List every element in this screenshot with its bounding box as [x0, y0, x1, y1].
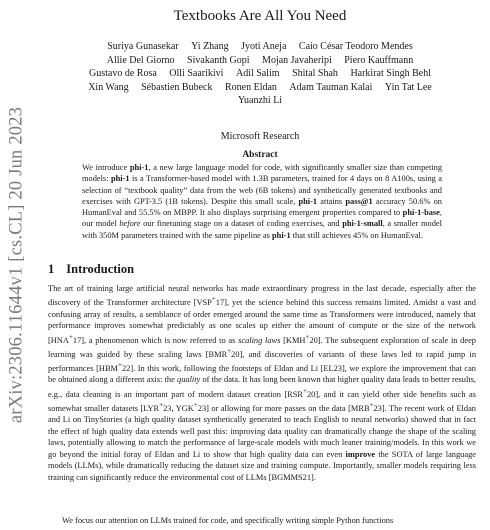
author-row: [40, 81, 480, 95]
author-name: Shital Shah: [292, 68, 338, 79]
model-name: phi-1: [272, 230, 291, 240]
metric-name: pass@1: [345, 196, 373, 206]
intro-paragraph: The art of training large artificial neural networks has made extraordinary progress in the last decade, especially after the discovery of the Transformer architecture [VSP+17], yet the science behind this success remains limited. Amidst a vast and confusing array of results, a semblance of order emerged around the same time as Transformers were introduced, namely that performance improves somewhat predictably as one scales up either the amount of compute or the size of the network [HNA+17], a phenomenon which is now referred to as scaling laws [KMH+20]. The subsequent exploration of scale in deep learning was guided by these scaling laws [BMR+20], and discoveries of variants of these laws led to rapid jump in performances [HBM+22]. In this work, following the footsteps of Eldan and Li [EL23], we explore the improvement that can be obtained along a different axis: the quality of the data. It has long been known that higher quality data leads to better results, e.g., data cleaning is an important part of modern dataset creation [RSR+20], and it can yield other side benefits such as somewhat smaller datasets [LYR+23, YGK+23] or allowing for more passes on the data [MRB+23]. The recent work of Eldan and Li on TinyStories (a high quality dataset synthetically generated to teach English to neural networks) showed that in fact the effect of high quality data extends well past this: improving data quality can dramatically change the shape of the scaling laws, potentially allowing to match the performance of large-scale models with much leaner training/models. In this work we go beyond the initial foray of Eldan and Li to show that high quality data can even improve the SOTA of large language models (LLMs), while dramatically reducing the dataset size and training compute. Importantly, smaller models requiring less training can significantly reduce the environmental cost of LLMs [BGMMS21].: [48, 284, 477, 482]
model-name: phi-1-small: [342, 219, 383, 229]
author-row: [40, 94, 480, 108]
author-name: Harkirat Singh Behl: [350, 68, 431, 79]
author-name: Mojan Javaheripi: [262, 54, 332, 66]
author-row: [40, 54, 480, 68]
author-name: Adil Salim: [235, 68, 280, 79]
section-heading: [48, 262, 134, 277]
arxiv-identifier[interactable]: arXiv:2306.11644v1 [cs.CL] 20 Jun 2023: [6, 106, 27, 424]
author-name: Sébastien Bubeck: [141, 81, 213, 93]
emphasis: quality: [177, 375, 201, 385]
section-number: 1: [48, 262, 55, 276]
arxiv-stamp: [4, 106, 30, 424]
author-name: Caio César Teodoro Mendes: [298, 41, 413, 52]
section-title: Introduction: [66, 262, 135, 276]
abstract-heading: Abstract: [242, 150, 278, 160]
abstract-text: We introduce phi-1, a new large language model for code, with significantly smaller size than competing models: phi-1 is a Transformer-based model with 1.3B parameters, trained for 4 days on 8 A100s, using a selection of “textbook quality” data from the web (6B tokens) and synthetically generated textbooks and exercises with GPT-3.5 (1B tokens). Despite this small scale, phi-1 attains pass@1 accuracy 50.6% on HumanEval and 55.5% on MBPP. It also displays surprising emergent properties compared to phi-1-base, our model before our finetuning stage on a dataset of coding exercises, and phi-1-small, a smaller model with 350M parameters trained with the same pipeline as phi-1 that still achieves 45% on HumanEval.: [82, 163, 443, 240]
model-name: phi-1: [110, 174, 130, 184]
model-name: phi-1-base: [402, 208, 440, 218]
author-name: Ronen Eldan: [224, 81, 277, 93]
author-name: Yuanzhi Li: [237, 95, 283, 106]
emphasis: scaling laws: [238, 335, 281, 345]
author-name: Yi Zhang: [191, 41, 229, 52]
author-name: Yin Tat Lee: [384, 81, 432, 93]
affiliation: Microsoft Research: [220, 131, 300, 142]
author-name: Allie Del Giorno: [106, 54, 175, 66]
author-name: Olli Saarikivi: [169, 68, 224, 79]
author-name: Jyoti Aneja: [241, 41, 287, 52]
author-name: Suriya Gunasekar: [107, 41, 179, 52]
author-name: Adam Tauman Kalai: [289, 81, 373, 93]
author-name: Piero Kauffmann: [344, 54, 414, 66]
emphasis: before: [119, 219, 141, 229]
author-name: Sivakanth Gopi: [187, 54, 250, 66]
author-name: Xin Wang: [88, 81, 129, 93]
model-name: phi-1: [298, 196, 318, 206]
author-list: [40, 40, 480, 108]
intro-paragraph: We focus our attention on LLMs trained for code, and specifically writing simple Python functions: [62, 516, 394, 525]
author-row: [40, 67, 480, 81]
emphasis: improve: [345, 449, 376, 459]
author-row: [40, 40, 480, 54]
model-name: phi-1: [129, 163, 149, 172]
paper-title: Textbooks Are All You Need: [173, 8, 347, 24]
author-name: Gustavo de Rosa: [89, 68, 157, 79]
